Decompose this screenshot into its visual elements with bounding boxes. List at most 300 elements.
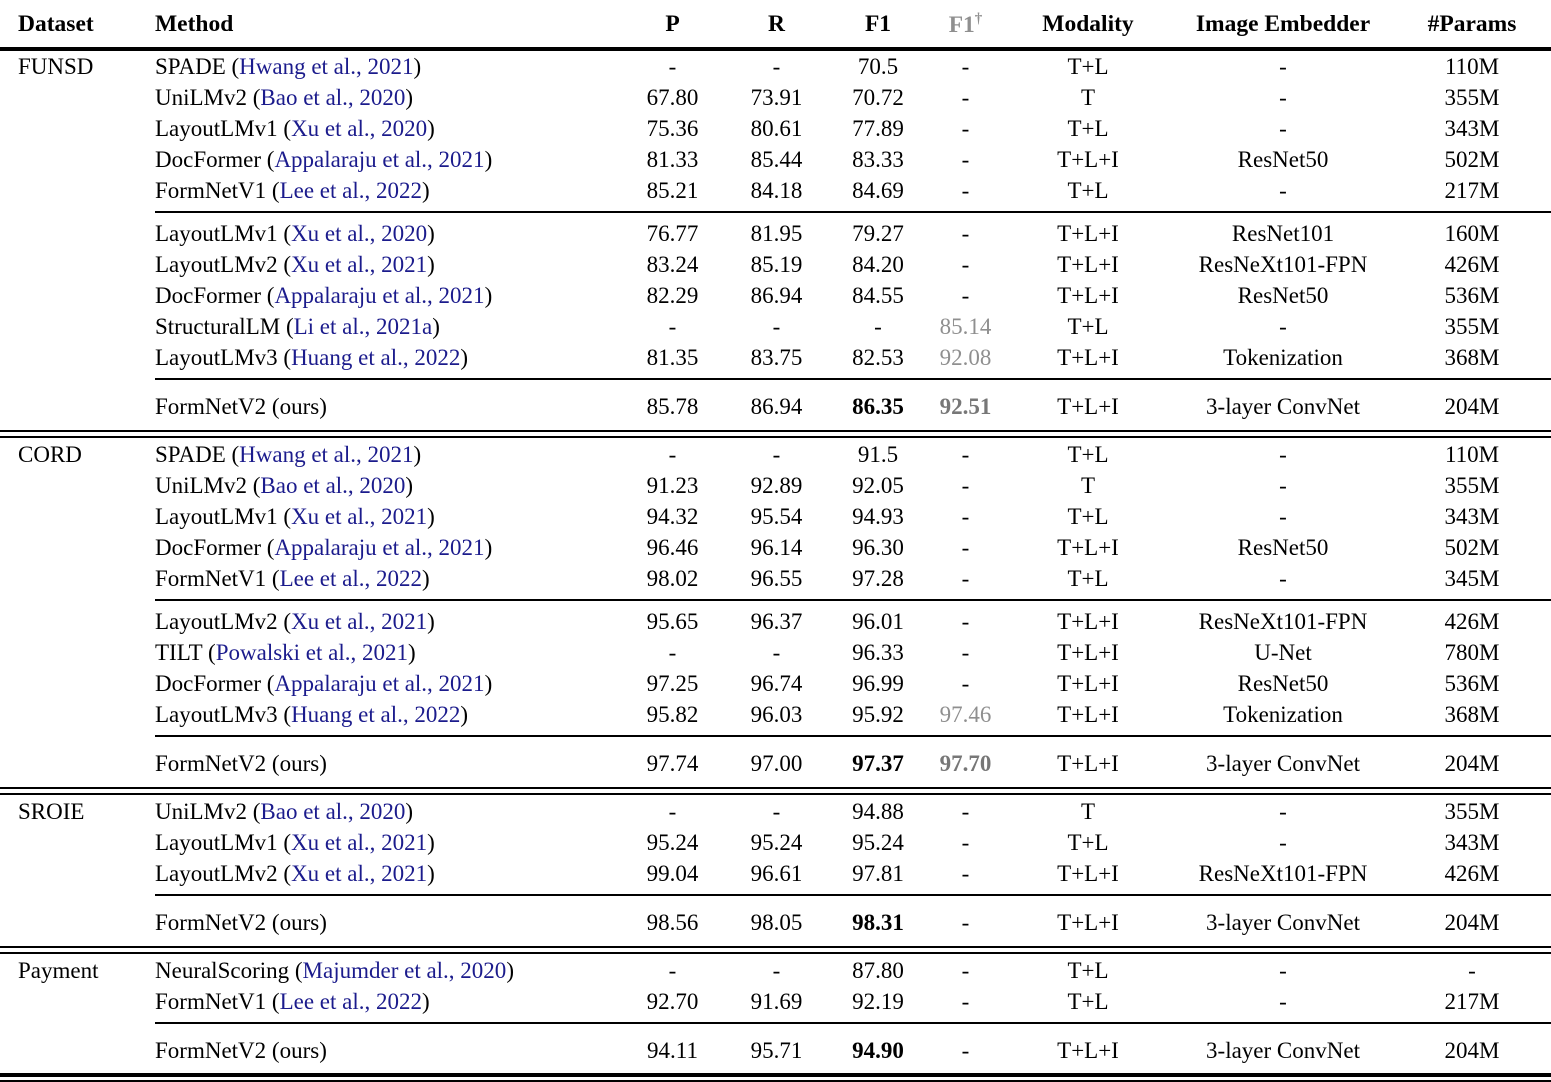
citation-link[interactable]: Powalski et al., 2021 (215, 640, 408, 665)
image-embedder-cell: ResNet50 (1237, 535, 1329, 560)
column-header-f1d: F1† (948, 10, 983, 38)
precision-cell: - (668, 442, 677, 467)
rule-cell (0, 945, 1551, 955)
double-rule (0, 787, 1551, 795)
params-cell: 204M (1444, 751, 1500, 776)
modality-cell: T+L+I (1057, 252, 1119, 277)
double-rule (0, 946, 1551, 954)
recall-cell: 95.71 (750, 1038, 803, 1063)
citation-link[interactable]: Appalaraju et al., 2021 (274, 671, 485, 696)
dataset-label (0, 280, 155, 311)
precision-cell: 85.21 (646, 178, 699, 203)
table-body (0, 49, 1551, 1082)
f1-cell: 95.24 (852, 830, 904, 855)
modality-cell: T (1080, 85, 1096, 110)
citation-link[interactable]: Xu et al., 2020 (291, 116, 428, 141)
params-cell: 345M (1444, 566, 1500, 591)
modality-cell: T+L (1067, 566, 1109, 591)
recall-cell: 91.69 (750, 989, 803, 1014)
recall-cell: 95.54 (750, 504, 803, 529)
rule-spacer-cell (0, 206, 155, 218)
params-cell: 217M (1444, 178, 1500, 203)
method-cell: FormNetV2 (ours) (155, 751, 327, 776)
f1-cell: 82.53 (852, 345, 904, 370)
table-row (0, 175, 1551, 206)
modality-cell: T+L (1067, 314, 1109, 339)
f1-dagger-cell: - (961, 799, 970, 824)
citation-link[interactable]: Bao et al., 2020 (260, 85, 406, 110)
citation-link[interactable]: Xu et al., 2020 (291, 221, 428, 246)
table-row (0, 532, 1551, 563)
modality-cell: T+L+I (1057, 702, 1119, 727)
method-cell: DocFormer (Appalaraju et al., 2021) (155, 147, 493, 172)
modality-cell: T+L+I (1057, 861, 1119, 886)
f1-dagger-cell: - (961, 910, 970, 935)
rule-spacer-cell (0, 730, 155, 742)
rule-spacer-cell (0, 889, 155, 901)
modality-cell: T+L (1067, 116, 1109, 141)
table-row (0, 986, 1551, 1017)
ours-result-row (0, 1029, 1551, 1073)
image-embedder-cell: - (1279, 566, 1287, 591)
citation-link[interactable]: Xu et al., 2021 (291, 609, 428, 634)
citation-link[interactable]: Huang et al., 2022 (291, 702, 461, 727)
method-cell: UniLMv2 (Bao et al., 2020) (155, 473, 414, 498)
modality-cell: T+L+I (1057, 283, 1119, 308)
image-embedder-cell: 3-layer ConvNet (1206, 910, 1360, 935)
precision-cell: - (668, 958, 677, 983)
section-separator-rule (0, 786, 1551, 796)
dataset-label (0, 986, 155, 1017)
method-cell: FormNetV2 (ours) (155, 394, 327, 419)
params-cell: 217M (1444, 989, 1500, 1014)
precision-cell: 85.78 (646, 394, 699, 419)
recall-cell: - (772, 640, 781, 665)
f1-cell: 70.5 (857, 54, 899, 79)
dataset-label (0, 637, 155, 668)
image-embedder-cell: ResNet50 (1237, 671, 1329, 696)
f1-cell: 96.33 (852, 640, 904, 665)
recall-cell: - (772, 958, 781, 983)
dataset-label (0, 532, 155, 563)
citation-link[interactable]: Bao et al., 2020 (260, 799, 406, 824)
modality-cell: T+L+I (1057, 535, 1119, 560)
dataset-label: CORD (18, 442, 82, 467)
recall-cell: 86.94 (750, 283, 803, 308)
citation-link[interactable]: Bao et al., 2020 (260, 473, 406, 498)
method-cell: UniLMv2 (Bao et al., 2020) (155, 799, 414, 824)
column-header-p: P (665, 11, 680, 37)
method-cell: LayoutLMv2 (Xu et al., 2021) (155, 609, 435, 634)
f1-dagger-cell: 97.70 (939, 751, 992, 776)
table-row (0, 439, 1551, 470)
method-cell: LayoutLMv3 (Huang et al., 2022) (155, 702, 468, 727)
image-embedder-cell: - (1279, 85, 1287, 110)
recall-cell: - (772, 442, 781, 467)
params-cell: 426M (1444, 252, 1500, 277)
recall-cell: 96.55 (750, 566, 803, 591)
citation-link[interactable]: Appalaraju et al., 2021 (274, 283, 485, 308)
horizontal-rule (155, 1022, 1551, 1024)
recall-cell: - (772, 54, 781, 79)
citation-link[interactable]: Xu et al., 2021 (291, 830, 428, 855)
f1-cell: 84.20 (852, 252, 904, 277)
rule-spacer-cell (0, 1017, 155, 1029)
dataset-label (0, 606, 155, 637)
dataset-label (0, 218, 155, 249)
citation-link[interactable]: Xu et al., 2021 (291, 861, 428, 886)
column-header-modality: Modality (1042, 11, 1134, 37)
modality-cell: T+L (1067, 178, 1109, 203)
precision-cell: 95.82 (646, 702, 699, 727)
table-row (0, 82, 1551, 113)
f1-dagger-cell: - (961, 147, 970, 172)
precision-cell: - (668, 314, 677, 339)
image-embedder-cell: - (1279, 989, 1287, 1014)
table-row (0, 470, 1551, 501)
precision-cell: 92.70 (646, 989, 699, 1014)
image-embedder-cell: 3-layer ConvNet (1206, 751, 1360, 776)
citation-link[interactable]: Appalaraju et al., 2021 (274, 535, 485, 560)
precision-cell: 91.23 (646, 473, 699, 498)
f1-dagger-cell: 97.46 (939, 702, 992, 727)
f1-dagger-cell: - (961, 442, 970, 467)
f1-cell: 95.92 (852, 702, 904, 727)
f1-cell: 96.30 (852, 535, 904, 560)
image-embedder-cell: - (1279, 314, 1287, 339)
table-row (0, 606, 1551, 637)
precision-cell: - (668, 640, 677, 665)
f1-cell: 97.37 (852, 751, 904, 776)
table-row (0, 311, 1551, 342)
precision-cell: 96.46 (646, 535, 699, 560)
table-bottom-rule (0, 1073, 1551, 1082)
method-cell: DocFormer (Appalaraju et al., 2021) (155, 535, 493, 560)
precision-cell: 99.04 (646, 861, 699, 886)
dataset-label (0, 82, 155, 113)
image-embedder-cell: ResNet50 (1237, 283, 1329, 308)
dataset-label (0, 175, 155, 206)
f1-dagger-cell: - (961, 535, 970, 560)
dataset-label (0, 742, 155, 786)
table-row (0, 668, 1551, 699)
table-row (0, 342, 1551, 373)
f1-cell: 92.05 (852, 473, 904, 498)
f1-cell: 94.93 (852, 504, 904, 529)
modality-cell: T+L+I (1057, 345, 1119, 370)
modality-cell: T+L (1067, 504, 1109, 529)
recall-cell: 83.75 (750, 345, 803, 370)
citation-link[interactable]: Huang et al., 2022 (291, 345, 461, 370)
citation-link[interactable]: Hwang et al., 2021 (239, 442, 414, 467)
precision-cell: - (668, 54, 677, 79)
rule-cell (155, 373, 1551, 385)
f1-dagger-cell: - (961, 504, 970, 529)
horizontal-rule (155, 211, 1551, 213)
modality-cell: T+L (1067, 830, 1109, 855)
image-embedder-cell: Tokenization (1223, 345, 1343, 370)
f1-dagger-cell: - (961, 54, 970, 79)
precision-cell: 94.32 (646, 504, 699, 529)
citation-link[interactable]: Xu et al., 2021 (291, 504, 428, 529)
method-cell: SPADE (Hwang et al., 2021) (155, 54, 422, 79)
recall-cell: 96.37 (750, 609, 803, 634)
method-cell: FormNetV1 (Lee et al., 2022) (155, 566, 430, 591)
modality-cell: T (1080, 799, 1096, 824)
citation-link[interactable]: Lee et al., 2022 (279, 178, 422, 203)
f1-dagger-cell: - (961, 178, 970, 203)
image-embedder-cell: - (1279, 54, 1287, 79)
recall-cell: 98.05 (750, 910, 803, 935)
f1-dagger-cell: 92.51 (939, 394, 992, 419)
table-row (0, 144, 1551, 175)
f1-dagger-cell: - (961, 221, 970, 246)
params-cell: 204M (1444, 910, 1500, 935)
modality-cell: T+L+I (1057, 609, 1119, 634)
section-separator-rule (0, 429, 1551, 439)
rule-spacer-cell (0, 373, 155, 385)
f1-cell: 94.88 (852, 799, 904, 824)
method-cell: FormNetV2 (ours) (155, 910, 327, 935)
image-embedder-cell: - (1279, 442, 1287, 467)
f1-cell: - (874, 314, 882, 339)
dataset-label (0, 668, 155, 699)
group-separator-rule (0, 594, 1551, 606)
double-rule (0, 430, 1551, 438)
f1-cell: 94.90 (852, 1038, 904, 1063)
dataset-label (0, 342, 155, 373)
image-embedder-cell: ResNet101 (1231, 221, 1335, 246)
f1-dagger-cell: - (961, 861, 970, 886)
citation-link[interactable]: Hwang et al., 2021 (239, 54, 414, 79)
f1-dagger-cell: - (961, 566, 970, 591)
column-header-params: #Params (1427, 11, 1517, 37)
precision-cell: 81.35 (646, 345, 699, 370)
recall-cell: 95.24 (750, 830, 803, 855)
f1-cell: 83.33 (852, 147, 904, 172)
method-cell: LayoutLMv1 (Xu et al., 2020) (155, 116, 435, 141)
params-cell: 368M (1444, 702, 1500, 727)
params-cell: 426M (1444, 861, 1500, 886)
modality-cell: T+L+I (1057, 394, 1119, 419)
method-cell: FormNetV2 (ours) (155, 1038, 327, 1063)
params-cell: 343M (1444, 830, 1500, 855)
f1-cell: 87.80 (852, 958, 904, 983)
f1-dagger-cell: - (961, 830, 970, 855)
recall-cell: 73.91 (750, 85, 803, 110)
image-embedder-cell: ResNet50 (1237, 147, 1329, 172)
method-cell: LayoutLMv1 (Xu et al., 2021) (155, 504, 435, 529)
params-cell: 355M (1444, 473, 1500, 498)
f1-dagger-cell: - (961, 640, 970, 665)
recall-cell: 86.94 (750, 394, 803, 419)
image-embedder-cell: 3-layer ConvNet (1206, 394, 1360, 419)
ours-result-row (0, 385, 1551, 429)
table-row (0, 249, 1551, 280)
f1-dagger-cell: - (961, 989, 970, 1014)
method-cell: DocFormer (Appalaraju et al., 2021) (155, 283, 493, 308)
f1-dagger-cell: - (961, 958, 970, 983)
precision-cell: 97.25 (646, 671, 699, 696)
modality-cell: T+L+I (1057, 221, 1119, 246)
f1-dagger-cell: 92.08 (939, 345, 992, 370)
method-cell: SPADE (Hwang et al., 2021) (155, 442, 422, 467)
modality-cell: T+L+I (1057, 147, 1119, 172)
dataset-label (0, 901, 155, 945)
modality-cell: T+L (1067, 989, 1109, 1014)
recall-cell: 81.95 (750, 221, 803, 246)
recall-cell: 85.44 (750, 147, 803, 172)
table-row (0, 699, 1551, 730)
f1-cell: 96.01 (852, 609, 904, 634)
params-cell: 426M (1444, 609, 1500, 634)
modality-cell: T (1080, 473, 1096, 498)
table-row (0, 49, 1551, 82)
citation-link[interactable]: Majumder et al., 2020 (302, 958, 507, 983)
params-cell: 536M (1444, 283, 1500, 308)
params-cell: 343M (1444, 116, 1500, 141)
method-cell: DocFormer (Appalaraju et al., 2021) (155, 671, 493, 696)
dataset-label: Payment (18, 958, 99, 983)
method-cell: StructuralLM (Li et al., 2021a) (155, 314, 440, 339)
dataset-label (0, 385, 155, 429)
params-cell: 355M (1444, 314, 1500, 339)
image-embedder-cell: U-Net (1254, 640, 1312, 665)
f1-dagger-cell: - (961, 1038, 970, 1063)
column-header-r: R (768, 11, 785, 37)
f1-dagger-cell: - (961, 473, 970, 498)
params-cell: 343M (1444, 504, 1500, 529)
method-cell: TILT (Powalski et al., 2021) (155, 640, 416, 665)
dataset-label (0, 470, 155, 501)
column-header-method: Method (155, 11, 234, 37)
dagger-mark: † (974, 10, 983, 27)
f1-dagger-cell: - (961, 252, 970, 277)
results-table (0, 2, 1551, 1082)
section-separator-rule (0, 945, 1551, 955)
dataset-label (0, 563, 155, 594)
citation-link[interactable]: Lee et al., 2022 (279, 566, 422, 591)
method-cell: UniLMv2 (Bao et al., 2020) (155, 85, 414, 110)
params-cell: 368M (1444, 345, 1500, 370)
bottom-double-rule (0, 1073, 1551, 1082)
f1-cell: 97.81 (852, 861, 904, 886)
params-cell: 502M (1444, 147, 1500, 172)
recall-cell: 84.18 (750, 178, 803, 203)
dataset-label (0, 858, 155, 889)
modality-cell: T+L+I (1057, 910, 1119, 935)
rule-cell (0, 429, 1551, 439)
image-embedder-cell: - (1279, 473, 1287, 498)
modality-cell: T+L (1067, 54, 1109, 79)
citation-link[interactable]: Xu et al., 2021 (291, 252, 428, 277)
method-cell: FormNetV1 (Lee et al., 2022) (155, 989, 430, 1014)
f1-cell: 77.89 (852, 116, 904, 141)
table-row (0, 501, 1551, 532)
rule-cell (155, 1017, 1551, 1029)
image-embedder-cell: ResNeXt101-FPN (1198, 609, 1368, 634)
f1-cell: 79.27 (852, 221, 904, 246)
method-cell: LayoutLMv1 (Xu et al., 2020) (155, 221, 435, 246)
params-cell: 110M (1444, 442, 1500, 467)
citation-link[interactable]: Li et al., 2021a (293, 314, 433, 339)
image-embedder-cell: - (1279, 830, 1287, 855)
table-row (0, 858, 1551, 889)
precision-cell: 83.24 (646, 252, 699, 277)
recall-cell: 96.74 (750, 671, 803, 696)
table-row (0, 280, 1551, 311)
recall-cell: 96.03 (750, 702, 803, 727)
group-separator-rule (0, 1017, 1551, 1029)
table-row (0, 955, 1551, 986)
horizontal-rule (155, 378, 1551, 380)
table-row (0, 827, 1551, 858)
horizontal-rule (155, 894, 1551, 896)
dataset-label (0, 311, 155, 342)
recall-cell: - (772, 314, 781, 339)
f1-dagger-cell: - (961, 283, 970, 308)
f1-cell: 70.72 (852, 85, 904, 110)
horizontal-rule (155, 735, 1551, 737)
f1-dagger-cell: - (961, 671, 970, 696)
modality-cell: T+L (1067, 442, 1109, 467)
f1-cell: 91.5 (857, 442, 899, 467)
citation-link[interactable]: Appalaraju et al., 2021 (274, 147, 485, 172)
f1-cell: 86.35 (852, 394, 904, 419)
modality-cell: T+L+I (1057, 1038, 1119, 1063)
table-row (0, 637, 1551, 668)
image-embedder-cell: ResNeXt101-FPN (1198, 252, 1368, 277)
recall-cell: 80.61 (750, 116, 803, 141)
citation-link[interactable]: Lee et al., 2022 (279, 989, 422, 1014)
table-row (0, 218, 1551, 249)
method-cell: FormNetV1 (Lee et al., 2022) (155, 178, 430, 203)
column-header-dataset: Dataset (18, 11, 94, 37)
ours-result-row (0, 742, 1551, 786)
dataset-label: SROIE (18, 799, 85, 824)
table-row (0, 563, 1551, 594)
recall-cell: 92.89 (750, 473, 803, 498)
ours-result-row (0, 901, 1551, 945)
recall-cell: - (772, 799, 781, 824)
image-embedder-cell: - (1279, 958, 1287, 983)
rule-cell (155, 594, 1551, 606)
f1-cell: 92.19 (852, 989, 904, 1014)
recall-cell: 96.14 (750, 535, 803, 560)
params-cell: 355M (1444, 799, 1500, 824)
group-separator-rule (0, 206, 1551, 218)
table-header (0, 2, 1551, 49)
precision-cell: 95.65 (646, 609, 699, 634)
image-embedder-cell: ResNeXt101-FPN (1198, 861, 1368, 886)
image-embedder-cell: Tokenization (1223, 702, 1343, 727)
params-cell: 536M (1444, 671, 1500, 696)
rule-spacer-cell (0, 594, 155, 606)
precision-cell: 81.33 (646, 147, 699, 172)
image-embedder-cell: - (1279, 504, 1287, 529)
f1-dagger-cell: - (961, 85, 970, 110)
modality-cell: T+L+I (1057, 671, 1119, 696)
precision-cell: 76.77 (646, 221, 699, 246)
method-cell: LayoutLMv3 (Huang et al., 2022) (155, 345, 468, 370)
method-cell: LayoutLMv1 (Xu et al., 2021) (155, 830, 435, 855)
f1-cell: 97.28 (852, 566, 904, 591)
params-cell: 204M (1444, 394, 1500, 419)
dataset-label (0, 501, 155, 532)
dataset-label (0, 699, 155, 730)
params-cell: 355M (1444, 85, 1500, 110)
table-row (0, 796, 1551, 827)
